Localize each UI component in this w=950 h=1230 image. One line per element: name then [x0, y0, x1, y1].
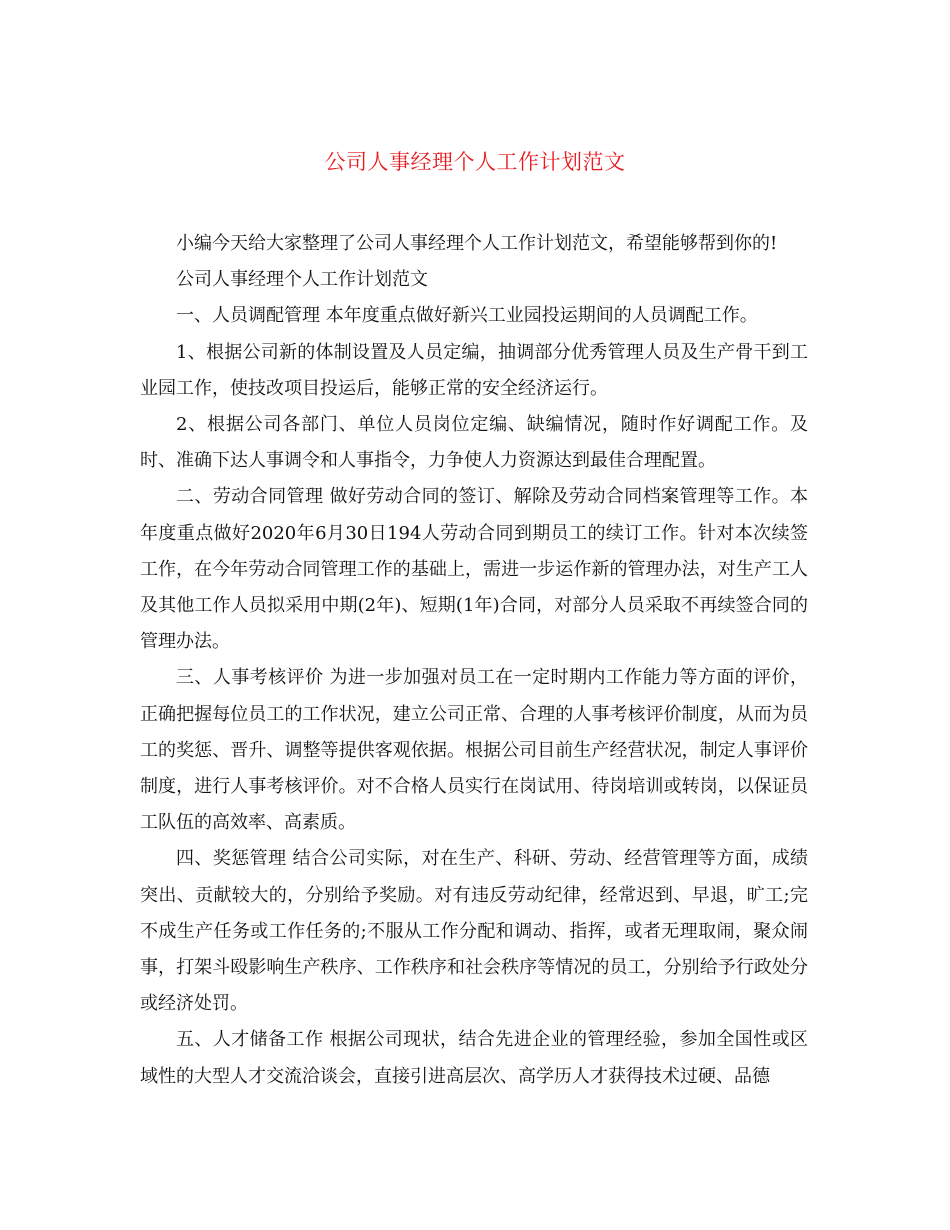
- section-1-item-2-paragraph: 2、根据公司各部门、单位人员岗位定编、缺编情况，随时作好调配工作。及时、准确下达人事调令和人事指令，力争使人力资源达到最佳合理配置。: [140, 414, 808, 472]
- document-body: [140, 226, 808, 1095]
- section-1-item-1-paragraph: 1、根据公司新的体制设置及人员定编，抽调部分优秀管理人员及生产骨干到工业园工作，使技改项目投运后，能够正常的安全经济运行。: [140, 341, 808, 399]
- section-4-paragraph: 四、奖惩管理 结合公司实际，对在生产、科研、劳动、经营管理等方面，成绩突出、贡献较大的，分别给予奖励。对有违反劳动纪律，经常迟到、早退，旷工;完不成生产任务或工作任务的;不服从工作分配和调动、指挥，或者无理取闹，聚众闹事，打架斗殴影响生产秩序、工作秩序和社会秩序等情况的员工，分别给予行政处分或经济处罚。: [140, 848, 808, 1015]
- section-1-heading-paragraph: 一、人员调配管理 本年度重点做好新兴工业园投运期间的人员调配工作。: [176, 305, 758, 327]
- section-2-paragraph: 二、劳动合同管理 做好劳动合同的签订、解除及劳动合同档案管理等工作。本年度重点做好2020年6月30日194人劳动合同到期员工的续订工作。针对本次续签工作，在今年劳动合同管理工作的基础上，需进一步运作新的管理办法，对生产工人及其他工作人员拟采用中期(2年)、短期(1年)合同，对部分人员采取不再续签合同的管理办法。: [140, 486, 808, 653]
- intro-paragraph: 小编今天给大家整理了公司人事经理个人工作计划范文，希望能够帮到你的!: [176, 233, 778, 254]
- subtitle-paragraph: 公司人事经理个人工作计划范文: [176, 269, 428, 291]
- section-3-paragraph: 三、人事考核评价 为进一步加强对员工在一定时期内工作能力等方面的评价，正确把握每位员工的工作状况，建立公司正常、合理的人事考核评价制度，从而为员工的奖惩、晋升、调整等提供客观依据。根据公司目前生产经营状况，制定人事评价制度，进行人事考核评价。对不合格人员实行在岗试用、待岗培训或转岗，以保证员工队伍的高效率、高素质。: [140, 667, 808, 834]
- section-5-paragraph: 五、人才储备工作 根据公司现状，结合先进企业的管理经验，参加全国性或区域性的大型人才交流洽谈会，直接引进高层次、高学历人才获得技术过硬、品德: [140, 1029, 808, 1087]
- document-title: 公司人事经理个人工作计划范文: [324, 150, 626, 174]
